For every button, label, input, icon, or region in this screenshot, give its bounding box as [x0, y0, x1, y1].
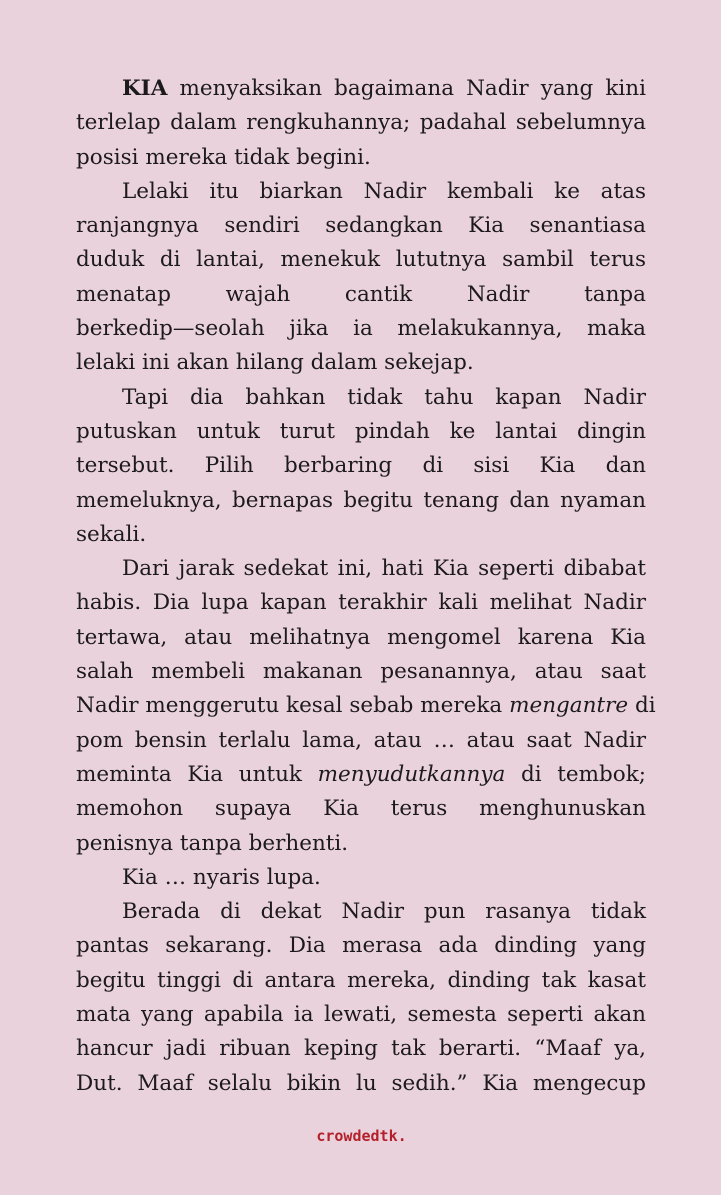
- text-line: [76, 964, 646, 998]
- line-text-after: di: [628, 693, 656, 719]
- line-text: Dut. Maaf selalu bikin lu sedih.” Kia mengecup: [76, 1070, 646, 1096]
- line-text: menyaksikan bagaimana Nadir yang kini: [167, 76, 646, 101]
- text-line: [76, 346, 646, 380]
- line-text: meminta Kia untuk: [76, 761, 318, 787]
- text-line: [76, 106, 646, 140]
- line-text: memohon supaya Kia terus menghunuskan: [76, 796, 646, 822]
- text-line: [76, 724, 646, 758]
- italic-word: mengantre: [509, 693, 629, 719]
- text-line: [76, 895, 646, 929]
- line-text: salah membeli makanan pesanannya, atau saat: [76, 659, 646, 685]
- line-text: tertawa, atau melihatnya mengomel karena Kia: [76, 624, 646, 650]
- text-line: [76, 1067, 646, 1101]
- line-text: ranjangnya sendiri sedangkan Kia senantiasa: [76, 213, 646, 239]
- text-line: [76, 415, 646, 449]
- text-line: [76, 552, 646, 586]
- text-line: [76, 827, 646, 861]
- text-line: [76, 655, 646, 689]
- line-text: posisi mereka tidak begini.: [76, 144, 371, 170]
- text-line: [76, 243, 646, 277]
- line-text: Tapi dia bahkan tidak tahu kapan Nadir: [122, 384, 646, 410]
- text-line: [76, 586, 646, 620]
- line-text: tersebut. Pilih berbaring di sisi Kia dan: [76, 453, 646, 479]
- text-line: [76, 484, 646, 518]
- line-text-after: di tembok;: [505, 761, 646, 787]
- text-line: [76, 861, 646, 895]
- watermark: crowdedtk.: [316, 1127, 407, 1145]
- text-line: [76, 689, 656, 723]
- text-line: [76, 998, 646, 1032]
- text-line: [76, 312, 646, 346]
- line-text: Dari jarak sedekat ini, hati Kia seperti dibabat: [122, 556, 646, 582]
- text-line: [76, 792, 646, 826]
- line-text: Lelaki itu biarkan Nadir kembali ke atas: [122, 178, 646, 204]
- text-line: [76, 209, 646, 243]
- body-text: [76, 72, 656, 1101]
- text-line: [76, 621, 646, 655]
- text-line: [76, 518, 646, 552]
- line-text: penisnya tanpa berhenti.: [76, 830, 349, 856]
- line-text: pom bensin terlalu lama, atau … atau saat Nadir: [76, 727, 646, 753]
- line-text: Nadir menggerutu kesal sebab mereka: [76, 693, 510, 719]
- text-line: [76, 72, 646, 106]
- text-line: [76, 449, 646, 483]
- line-text: pantas sekarang. Dia merasa ada dinding yang: [76, 933, 646, 959]
- italic-word: menyudutkannya: [317, 761, 506, 787]
- line-text: begitu tinggi di antara mereka, dinding tak kasat: [76, 967, 646, 993]
- line-text: memeluknya, bernapas begitu tenang dan nyaman: [76, 487, 646, 513]
- line-text: duduk di lantai, menekuk lututnya sambil terus: [76, 247, 646, 273]
- line-text: lelaki ini akan hilang dalam sekejap.: [76, 350, 474, 376]
- text-line: [76, 1032, 646, 1066]
- chapter-opening-word: KIA: [122, 76, 168, 101]
- line-text: habis. Dia lupa kapan terakhir kali melihat Nadir: [76, 590, 646, 616]
- text-line: [76, 381, 646, 415]
- line-text: terlelap dalam rengkuhannya; padahal sebelumnya: [76, 110, 646, 136]
- line-text: menatap wajah cantik Nadir tanpa: [76, 281, 646, 307]
- line-text: sekali.: [76, 521, 147, 547]
- line-text: putuskan untuk turut pindah ke lantai dingin: [76, 418, 646, 444]
- line-text: hancur jadi ribuan keping tak berarti. “Maaf ya,: [76, 1036, 646, 1062]
- line-text: mata yang apabila ia lewati, semesta seperti akan: [76, 1002, 646, 1028]
- line-text: Kia … nyaris lupa.: [122, 864, 321, 890]
- line-text: berkedip—seolah jika ia melakukannya, maka: [76, 316, 646, 342]
- text-line: [76, 141, 646, 175]
- text-line: [76, 278, 646, 312]
- text-line: [76, 758, 646, 792]
- line-text: Berada di dekat Nadir pun rasanya tidak: [122, 899, 646, 925]
- text-line: [76, 929, 646, 963]
- text-line: [76, 175, 646, 209]
